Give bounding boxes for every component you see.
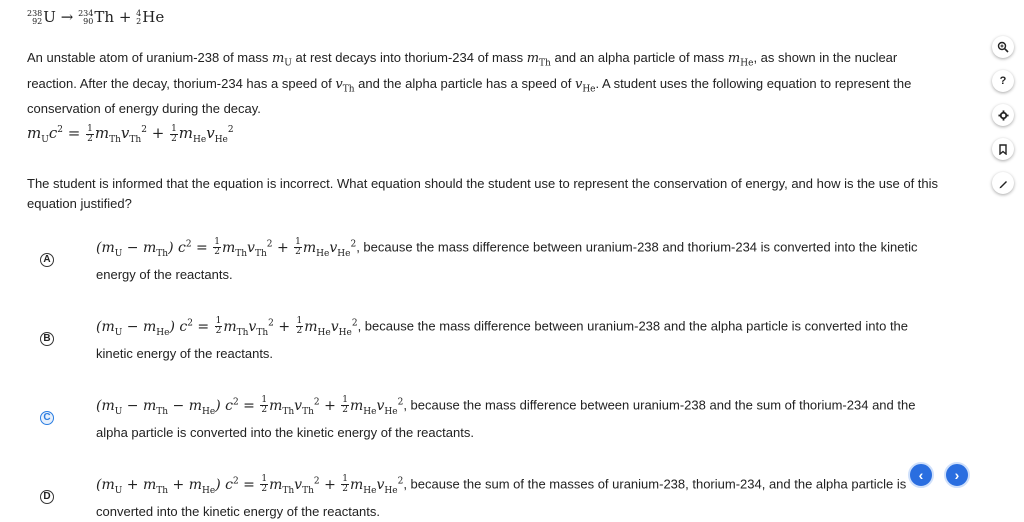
pencil-button[interactable]: [992, 172, 1014, 194]
speed-th: $v_{Th}$: [335, 76, 355, 95]
answer-option-d[interactable]: [40, 471, 920, 522]
question-navigation: [908, 462, 970, 488]
option-a-equation: $(m_U - m_{Th}) c^2$ = $\frac{1}{2}$ $m_{Th}v_{Th}^2$ + $\frac{1}{2}$ $m_{He}v_{He}^2$: [96, 237, 357, 259]
th-atomic-number: 90: [83, 17, 94, 26]
help-button[interactable]: [992, 70, 1014, 92]
nuclear-equation: [27, 8, 164, 26]
option-d-equation: $(m_U + m_{Th} + m_{He}) c^2$ = $\frac{1}{2}$ $m_{Th}v_{Th}^2$ + $\frac{1}{2}$ $m_{He}v_{He}^2$: [96, 474, 404, 496]
u-atomic-number: 92: [32, 17, 43, 26]
plus-sign: +: [118, 8, 132, 26]
he-atomic-number: 2: [136, 17, 142, 26]
th-symbol: Th: [94, 8, 115, 26]
bookmark-button[interactable]: [992, 138, 1014, 160]
option-letter-c[interactable]: C: [40, 411, 54, 425]
option-b-text: , because the mass difference between uranium-238 and the alpha particle is converted into the kinetic energy of the reactants.: [96, 318, 909, 362]
option-letter-b[interactable]: B: [40, 332, 54, 346]
option-letter-d[interactable]: D: [40, 490, 54, 504]
option-letter-a[interactable]: A: [40, 253, 54, 267]
speed-he: $v_{He}$: [574, 76, 596, 95]
gear-icon: [998, 110, 1009, 121]
chevron-right-icon: ›: [954, 467, 960, 483]
u-mass-number: 238: [27, 9, 43, 18]
pencil-icon: [998, 178, 1009, 189]
th-mass-number: 234: [78, 9, 94, 18]
mass-u: $m_U$: [271, 51, 292, 69]
he-symbol: He: [142, 8, 165, 26]
student-equation: $m_Uc^2$ = $\frac{1}{2}$ $m_{Th}v_{Th}^2$ + $\frac{1}{2}$ $m_{He}v_{He}^2$: [27, 123, 234, 145]
previous-button[interactable]: [908, 462, 934, 488]
answer-option-c[interactable]: [40, 392, 920, 443]
bookmark-icon: [998, 144, 1008, 155]
option-a-text: , because the mass difference between uranium-238 and thorium-234 is converted into the kinetic energy of the reactants.: [96, 239, 918, 283]
problem-statement: An unstable atom of uranium-238 of mass $m_U$ at rest decays into thorium-234 of mass $m_{Th}$ and an alpha particle of mass $m_{He}$, as shown in the nuclear reaction. After the decay, thorium-234 has a speed of $v_{Th}$ and the alpha particle has a speed of $v_{He}$. A student uses the following equation to represent the conservation of energy during the decay.: [27, 50, 912, 117]
question-text: The student is informed that the equation is incorrect. What equation should the student use to represent the conservation of energy, and how is the use of this equation justified?: [27, 176, 939, 211]
answer-option-b[interactable]: [40, 313, 920, 364]
he-mass-number: 4: [136, 9, 142, 18]
chevron-left-icon: ‹: [918, 467, 924, 483]
zoom-button[interactable]: [992, 36, 1014, 58]
option-b-equation: $(m_U - m_{He}) c^2$ = $\frac{1}{2}$ $m_{Th}v_{Th}^2$ + $\frac{1}{2}$ $m_{He}v_{He}^2$: [96, 316, 358, 338]
mass-th: $m_{Th}$: [526, 51, 551, 69]
reaction-arrow: →: [60, 8, 74, 26]
option-c-text: , because the mass difference between uranium-238 and the sum of thorium-234 and the alpha particle is converted into the kinetic energy of the reactants.: [96, 397, 916, 441]
option-d-text: , because the sum of the masses of uranium-238, thorium-234, and the alpha particle is converted into the kinetic energy of the reactants.: [96, 476, 907, 520]
mass-he: $m_{He}$: [727, 51, 754, 69]
u-symbol: U: [43, 8, 56, 26]
settings-button[interactable]: [992, 104, 1014, 126]
answer-option-a[interactable]: [40, 234, 920, 285]
next-button[interactable]: [944, 462, 970, 488]
help-icon: ?: [999, 75, 1007, 87]
right-toolbar: [992, 36, 1014, 194]
option-c-equation: $(m_U - m_{Th} - m_{He}) c^2$ = $\frac{1}{2}$ $m_{Th}v_{Th}^2$ + $\frac{1}{2}$ $m_{He}v_{He}^2$: [96, 395, 404, 417]
zoom-icon: [997, 41, 1009, 53]
